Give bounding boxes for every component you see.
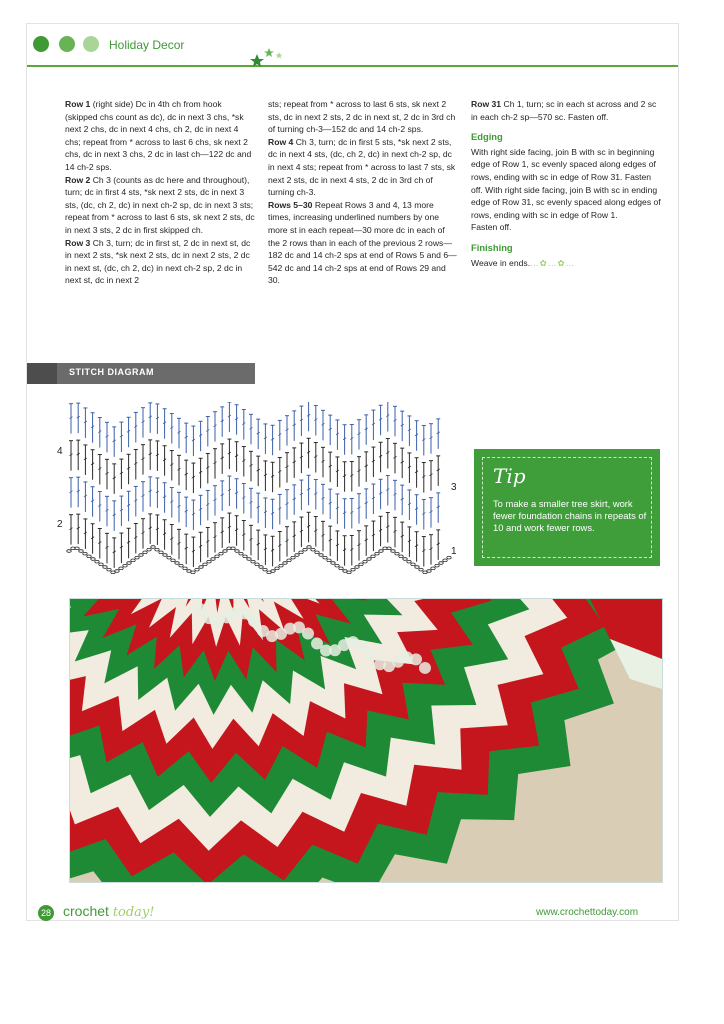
diagram-chain-stitch [239,552,243,555]
diagram-chain-stitch [371,555,375,558]
diagram-chain-stitch [151,546,155,549]
tip-title: Tip [493,464,526,488]
diagram-chain-stitch [275,567,279,570]
diagram-chain-stitch [355,566,359,569]
section-title: Holiday Decor [109,38,185,52]
diagram-chain-stitch [291,556,295,559]
website-url: www.crochettoday.com [536,907,639,918]
diagram-chain-stitch [407,560,411,563]
diagram-chain-stitch [135,556,139,559]
row-31-instruction: Row 31 Ch 1, turn; sc in each st across and 2 sc in each ch-2 sp—570 sc. Fasten off. [471,99,657,122]
brand-logo: crochet today! [63,903,155,920]
diagram-chain-stitch [223,550,227,553]
diagram-chain-stitch [79,550,83,553]
diagram-chain-stitch [255,563,259,566]
diagram-chain-stitch [147,548,151,551]
tinsel-garland [302,628,314,640]
diagram-chain-stitch [219,552,223,555]
row-number-4: 4 [57,446,63,457]
diagram-chain-stitch [123,564,127,567]
diagram-chain-stitch [203,563,207,566]
diagram-chain-stitch [247,558,251,561]
diagram-chain-stitch [411,563,415,566]
diagram-chain-stitch [263,568,267,571]
dot-icon [83,36,99,52]
diagram-chain-stitch [287,559,291,562]
diagram-chain-stitch [399,555,403,558]
diagram-chain-stitch [303,548,307,551]
diagram-chain-stitch [91,558,95,561]
stitch-diagram-label: STITCH DIAGRAM [69,367,154,377]
diagram-chain-stitch [243,555,247,558]
diagram-chain-stitch [251,560,255,563]
diagram-chain-stitch [331,562,335,565]
diagram-chain-stitch [359,563,363,566]
tinsel-garland [194,603,206,615]
diagram-chain-stitch [367,558,371,561]
diagram-chain-stitch [199,566,203,569]
edging-heading: Edging [471,131,503,143]
row-3-instruction: Row 3 Ch 3, turn; dc in first st, 2 dc in next st, dc in next 2 sts, *sk next 2 sts, dc in next 2 sts, 2 dc in next st, (dc, ch 2, dc) in next ch-2 sp, 2 dc in next st, dc in next 2 [65,237,251,286]
rows-5-30-instruction: Rows 5–30 Repeat Rows 3 and 4, 13 more times, increasing underlined numbers by one more st in each repeat—30 more dc in each of the 2 rows than in each of the previous 2 rows—182 dc and 14 ch-2 sps at end of Rows 5 and 6—542 dc and 14 ch-2 sps at end of Rows 29 and 30. [268,199,457,286]
tip-box [474,449,660,566]
diagram-chain-stitch [171,559,175,562]
diagram-chain-stitch [347,571,351,574]
diagram-chain-stitch [155,548,159,551]
diagram-chain-stitch [107,568,111,571]
row-2-instruction: Row 2 Ch 3 (counts as dc here and throughout), turn; dc in first 4 sts, *sk next 2 sts, dc in next 3 sts, (dc, ch 2, dc) in next ch-2 sp, dc in next 3 sts; repeat from * across to last 6 sts, sk next 2 sts, dc in next 3 sts, 2 dc in first skipped ch. [65,174,255,235]
edging-end: Fasten off. [471,222,512,233]
diagram-chain-stitch [211,558,215,561]
stitch-diagram-bar-accent [27,363,57,384]
diagram-chain-stitch [319,554,323,557]
dot-icon [59,36,75,52]
tip-text: To make a smaller tree skirt, work fewer foundation chains in repeats of 10 and work fewer rows. [493,498,647,533]
diagram-chain-stitch [191,571,195,574]
row-1-instruction: Row 1 (right side) Dc in 4th ch from hook (skipped chs count as dc), dc in next 3 chs, *sk next 2 chs, dc in next 4 chs, ch 2, dc in next 4 chs; repeat from * across to last 6 chs, sk next 2 chs, dc in next 3 chs, 2 dc in last ch—122 dc and 14 ch-2 sps. [65,99,252,172]
tip-border [482,457,652,558]
diagram-chain-stitch [131,559,135,562]
instructions-column-1 [65,98,255,287]
diagram-chain-stitch [339,567,343,570]
diagram-chain-stitch [87,555,91,558]
edging-text: With right side facing, join B with sc in beginning edge of Row 1, sc evenly spaced along edges of rows, ending with sc in edge of Row 31. Fasten off. With right side facing, join B with sc in ending edge of Row 31, sc evenly spaced along edges of rows, ending with sc in edge of Row 1. [471,146,661,220]
diagram-chain-stitch [119,567,123,570]
diagram-chain-stitch [159,551,163,554]
diagram-chain-stitch [379,550,383,553]
diagram-chain-stitch [443,559,447,562]
tinsel-garland [410,653,422,665]
ornament-dot-icon [33,36,49,52]
diagram-chain-stitch [419,568,423,571]
tree-skirt-photo [69,598,663,883]
diagram-chain-stitch [427,570,431,573]
finishing-text: Weave in ends.…✿…✿… [471,257,576,268]
diagram-chain-stitch [335,564,339,567]
diagram-chain-stitch [295,554,299,557]
diagram-chain-stitch [403,558,407,561]
row-number-3: 3 [451,482,457,493]
diagram-chain-stitch [167,556,171,559]
diagram-chain-stitch [435,564,439,567]
row-4-instruction: Row 4 Ch 3, turn; dc in first 5 sts, *sk next 2 sts, dc in next 4 sts, (dc, ch 2, dc) in next ch-2 sp, dc in next 4 sts; repeat from * across to last 7 sts, sk next 2 sts, dc in next 4 sts, 2 dc in 3rd ch of turning ch-3. [268,136,456,198]
diagram-chain-stitch [271,570,275,573]
diagram-chain-stitch [143,551,147,554]
diagram-chain-stitch [395,552,399,555]
diagram-chain-stitch [215,555,219,558]
stars-icon [249,44,299,74]
diagram-chain-stitch [235,550,239,553]
diagram-chain-stitch [391,550,395,553]
diagram-chain-stitch [207,560,211,563]
row-number-2: 2 [57,519,63,530]
diagram-chain-stitch [311,548,315,551]
diagram-chain-stitch [439,562,443,565]
diagram-chain-stitch [279,564,283,567]
diagram-chain-stitch [283,562,287,565]
diagram-chain-stitch [327,559,331,562]
diagram-chain-stitch [431,567,435,570]
diagram-chain-stitch [375,552,379,555]
tinsel-garland [419,662,431,674]
tinsel-garland [248,615,260,627]
tinsel-garland [365,650,377,662]
tinsel-garland [356,640,368,652]
diagram-chain-stitch [195,568,199,571]
row-number-1: 1 [451,546,457,557]
instructions-column-2 [268,98,458,287]
diagram-chain-stitch [315,551,319,554]
diagram-chain-stitch [67,550,71,553]
tinsel-garland [239,607,251,619]
diagram-chain-stitch [99,563,103,566]
diagram-chain-stitch [103,566,107,569]
diagram-chain-stitch [415,566,419,569]
header-rule [27,65,678,67]
diagram-chain-stitch [179,564,183,567]
magazine-page [27,24,678,920]
diagram-chain-stitch [183,567,187,570]
diagram-chain-stitch [95,560,99,563]
diagram-chain-stitch [175,562,179,565]
diagram-chain-stitch [139,554,143,557]
finishing-heading: Finishing [471,241,513,253]
diagram-chain-stitch [323,556,327,559]
diagram-chain-stitch [299,551,303,554]
diagram-chain-stitch [83,552,87,555]
stitch-diagram [57,402,459,582]
page-header [27,24,678,70]
diagram-chain-stitch [127,562,131,565]
diagram-chain-stitch [363,560,367,563]
diagram-chain-stitch [307,546,311,549]
instructions-column-3 [471,98,663,269]
row-3-continued: sts; repeat from * across to last 6 sts, sk next 2 sts, dc in next 2 sts, 2 dc in next st, 2 dc in 3rd ch of turning ch-3—152 dc and 14 ch-2 sps. [268,99,456,135]
page-number: 28 [38,905,54,921]
diagram-chain-stitch [351,568,355,571]
diagram-chain-stitch [163,554,167,557]
diagram-chain-stitch [259,566,263,569]
diagram-chain-stitch [115,570,119,573]
